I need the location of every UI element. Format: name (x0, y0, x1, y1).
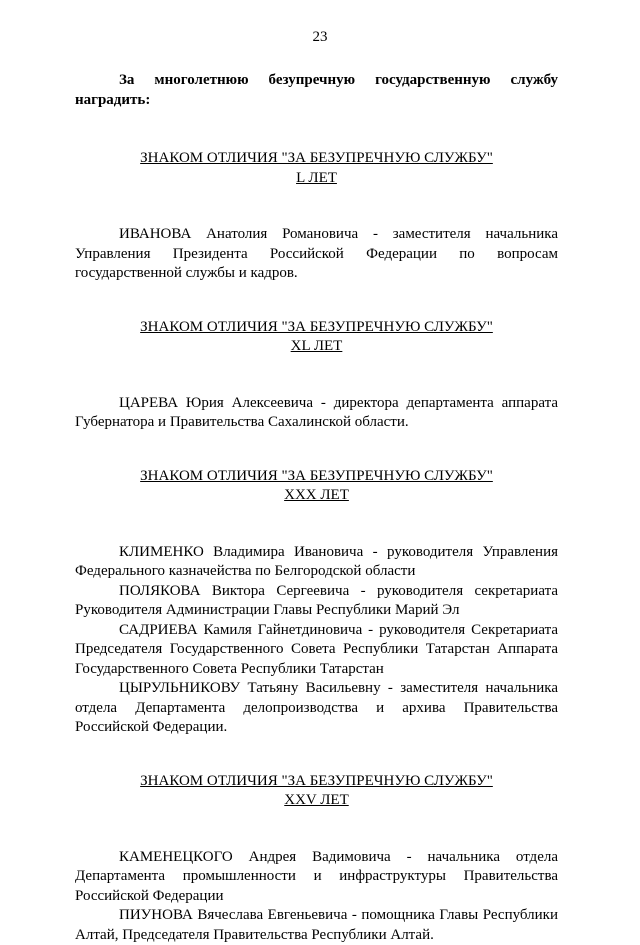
award-years: XXX ЛЕТ (75, 486, 558, 506)
award-section-40-years (75, 318, 558, 433)
award-title: ЗНАКОМ ОТЛИЧИЯ "ЗА БЕЗУПРЕЧНУЮ СЛУЖБУ" (75, 772, 558, 792)
award-recipient: ЦЫРУЛЬНИКОВУ Татьяну Васильевну - заместителя начальника отдела Департамента делопроизводства и архива Правительства Российской Федерации. (75, 679, 558, 738)
award-title: ЗНАКОМ ОТЛИЧИЯ "ЗА БЕЗУПРЕЧНУЮ СЛУЖБУ" (75, 318, 558, 338)
award-heading (75, 772, 558, 811)
award-heading (75, 149, 558, 188)
award-recipient: ИВАНОВА Анатолия Романовича - заместителя начальника Управления Президента Российской Федерации по вопросам государственной службы и кадров. (75, 225, 558, 284)
award-years: L ЛЕТ (75, 169, 558, 189)
award-recipient: САДРИЕВА Камиля Гайнетдиновича - руководителя Секретариата Председателя Государственного Совета Республики Татарстан Аппарата Государственного Совета Республики Татарстан (75, 621, 558, 680)
award-recipient: КАМЕНЕЦКОГО Андрея Вадимовича - начальника отдела Департамента промышленности и инфраструктуры Правительства Российской Федерации (75, 848, 558, 907)
award-intro: За многолетнюю безупречную государственную службу наградить: (75, 71, 558, 110)
award-heading (75, 318, 558, 357)
award-years: XXV ЛЕТ (75, 791, 558, 811)
award-recipient: КЛИМЕНКО Владимира Ивановича - руководителя Управления Федерального казначейства по Белгородской области (75, 543, 558, 582)
award-title: ЗНАКОМ ОТЛИЧИЯ "ЗА БЕЗУПРЕЧНУЮ СЛУЖБУ" (75, 467, 558, 487)
award-years: XL ЛЕТ (75, 337, 558, 357)
award-section-30-years (75, 467, 558, 738)
award-recipient: ЦАРЕВА Юрия Алексеевича - директора департамента аппарата Губернатора и Правительства Сахалинской области. (75, 394, 558, 433)
award-section-50-years (75, 149, 558, 284)
decree-body (75, 71, 558, 945)
page-number: 23 (0, 28, 640, 46)
award-recipient: ПИУНОВА Вячеслава Евгеньевича - помощника Главы Республики Алтай, Председателя Правительства Республики Алтай. (75, 906, 558, 945)
award-recipient: ПОЛЯКОВА Виктора Сергеевича - руководителя секретариата Руководителя Администрации Главы Республики Марий Эл (75, 582, 558, 621)
award-section-25-years (75, 772, 558, 945)
award-heading (75, 467, 558, 506)
award-title: ЗНАКОМ ОТЛИЧИЯ "ЗА БЕЗУПРЕЧНУЮ СЛУЖБУ" (75, 149, 558, 169)
